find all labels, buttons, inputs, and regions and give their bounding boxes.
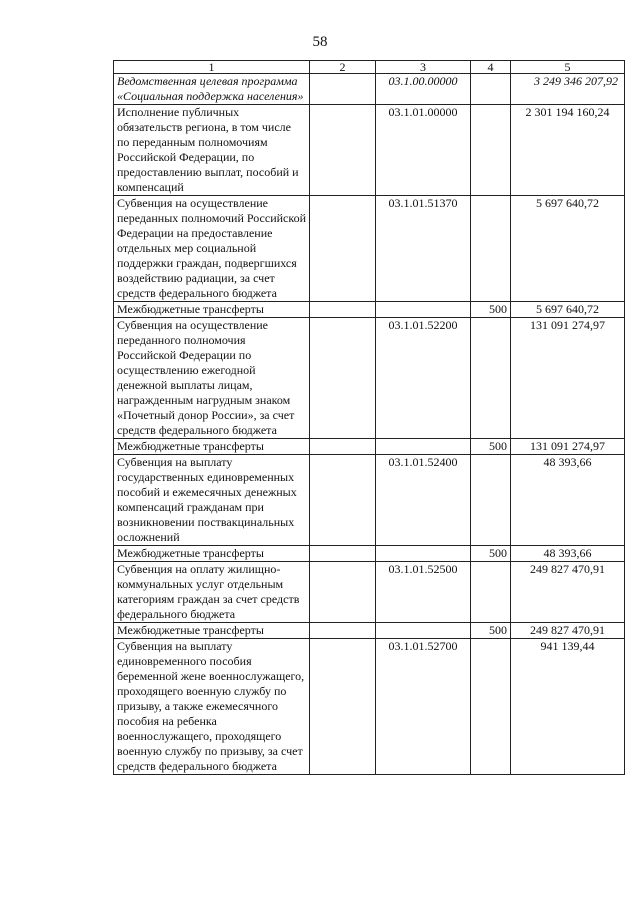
row-name: Субвенция на выплату единовременного пособия беременной жене военнослужащего, проходящего военную службу по призыву, а также ежемесячного пособия на ребенка военнослужащего, проходящего военную службу по призыву, за счет средств федерального бюджета	[114, 639, 310, 775]
row-code	[376, 302, 471, 318]
row-col2	[310, 623, 376, 639]
row-col2	[310, 639, 376, 775]
table-row	[114, 302, 625, 318]
row-type: 500	[471, 623, 511, 639]
row-type	[471, 639, 511, 775]
row-code: 03.1.01.00000	[376, 105, 471, 196]
row-name: Исполнение публичных обязательств региона, в том числе по переданным полномочиям Российской Федерации, по предоставлению выплат, пособий и компенсаций	[114, 105, 310, 196]
table-row	[114, 74, 625, 105]
row-code: 03.1.01.52700	[376, 639, 471, 775]
row-code: 03.1.01.51370	[376, 196, 471, 302]
row-amount: 5 697 640,72	[511, 302, 625, 318]
row-code	[376, 546, 471, 562]
row-amount: 249 827 470,91	[511, 562, 625, 623]
table-row	[114, 546, 625, 562]
row-code: 03.1.01.52400	[376, 455, 471, 546]
row-amount: 131 091 274,97	[511, 318, 625, 439]
row-code	[376, 623, 471, 639]
row-type: 500	[471, 439, 511, 455]
header-col-1: 1	[114, 61, 310, 74]
row-name: Субвенция на оплату жилищно-коммунальных услуг отдельным категориям граждан за счет средств федерального бюджета	[114, 562, 310, 623]
table-row	[114, 623, 625, 639]
header-col-3: 3	[376, 61, 471, 74]
row-col2	[310, 318, 376, 439]
row-code: 03.1.01.52200	[376, 318, 471, 439]
row-amount: 5 697 640,72	[511, 196, 625, 302]
row-name: Субвенция на выплату государственных единовременных пособий и ежемесячных денежных компенсаций гражданам при возникновении поствакцинальных осложнений	[114, 455, 310, 546]
row-type	[471, 196, 511, 302]
row-col2	[310, 196, 376, 302]
header-col-5: 5	[511, 61, 625, 74]
table-row	[114, 196, 625, 302]
row-amount: 941 139,44	[511, 639, 625, 775]
row-col2	[310, 105, 376, 196]
row-amount: 249 827 470,91	[511, 623, 625, 639]
row-name: Субвенция на осуществление переданного полномочия Российской Федерации по осуществлению ежегодной денежной выплаты лицам, награжденным нагрудным знаком «Почетный донор России», за счет средств федерального бюджета	[114, 318, 310, 439]
row-col2	[310, 74, 376, 105]
row-type	[471, 455, 511, 546]
row-type: 500	[471, 302, 511, 318]
row-name: Межбюджетные трансферты	[114, 546, 310, 562]
row-name: Ведомственная целевая программа «Социальная поддержка населения»	[114, 74, 310, 105]
row-col2	[310, 439, 376, 455]
table-row	[114, 639, 625, 775]
row-code	[376, 439, 471, 455]
row-col2	[310, 302, 376, 318]
row-type	[471, 562, 511, 623]
row-code: 03.1.00.00000	[376, 74, 471, 105]
budget-table	[113, 60, 625, 775]
table-row	[114, 105, 625, 196]
table-header-row	[114, 61, 625, 74]
row-col2	[310, 562, 376, 623]
row-name: Межбюджетные трансферты	[114, 302, 310, 318]
row-type	[471, 74, 511, 105]
table-row	[114, 562, 625, 623]
row-name: Субвенция на осуществление переданных полномочий Российской Федерации на предоставление отдельных мер социальной поддержки граждан, подвергшихся воздействию радиации, за счет средств федерального бюджета	[114, 196, 310, 302]
header-col-2: 2	[310, 61, 376, 74]
row-amount: 131 091 274,97	[511, 439, 625, 455]
row-name: Межбюджетные трансферты	[114, 439, 310, 455]
row-amount: 48 393,66	[511, 455, 625, 546]
row-code: 03.1.01.52500	[376, 562, 471, 623]
row-col2	[310, 455, 376, 546]
row-col2	[310, 546, 376, 562]
row-amount: 2 301 194 160,24	[511, 105, 625, 196]
row-amount: 3 249 346 207,92	[511, 74, 625, 105]
table-row	[114, 439, 625, 455]
table-row	[114, 455, 625, 546]
row-name: Межбюджетные трансферты	[114, 623, 310, 639]
row-type	[471, 318, 511, 439]
row-type	[471, 105, 511, 196]
page-number: 58	[312, 34, 328, 50]
row-amount: 48 393,66	[511, 546, 625, 562]
header-col-4: 4	[471, 61, 511, 74]
table-row	[114, 318, 625, 439]
row-type: 500	[471, 546, 511, 562]
